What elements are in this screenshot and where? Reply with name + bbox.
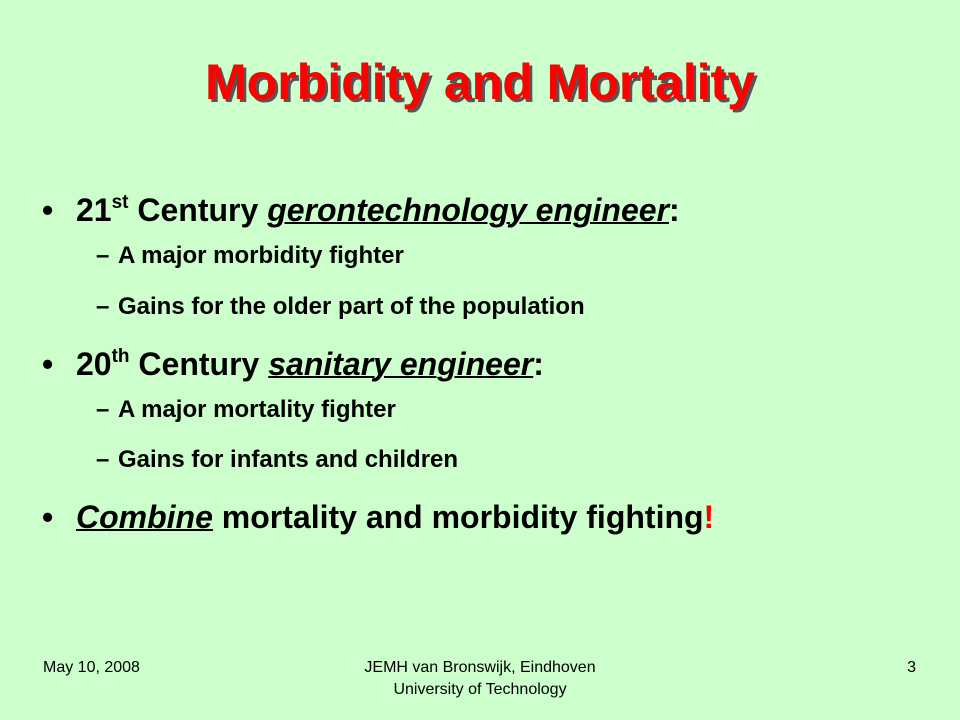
exclamation-mark: ! [703, 499, 715, 536]
engineer-role: sanitary engineer [268, 345, 534, 382]
footer-author-line2: University of Technology [393, 680, 567, 698]
colon: : [533, 345, 544, 382]
combine-text: mortality and morbidity fighting [212, 499, 704, 536]
century-label: Century [128, 192, 268, 228]
century-label: Century [129, 345, 269, 382]
sub-bullet-text: Gains for infants and children [118, 446, 459, 474]
bullet-combine [42, 497, 942, 537]
century-number: 21 [76, 192, 112, 228]
sub-bullet-text: Gains for the older part of the population [118, 292, 585, 320]
century-number: 20 [76, 345, 112, 382]
slide-content [42, 190, 942, 549]
engineer-role: gerontechnology engineer [267, 192, 670, 228]
bullet-21st-century [42, 190, 942, 230]
bullet-icon: • [42, 345, 54, 382]
sub-bullet [42, 446, 942, 475]
slide-number: 3 [907, 659, 916, 676]
dash-icon: – [96, 446, 110, 474]
footer-author-line1: JEMH van Bronswijk, Eindhoven [364, 659, 596, 676]
combine-emphasis: Combine [76, 499, 213, 536]
bullet-icon: • [42, 192, 54, 228]
bullet-20th-century [42, 344, 942, 384]
slide-title: Morbidity and Mortality [205, 54, 755, 110]
dash-icon: – [96, 242, 110, 269]
sub-bullet-text: A major mortality fighter [118, 395, 396, 423]
century-suffix: th [111, 345, 130, 367]
sub-bullet-text: A major morbidity fighter [118, 242, 404, 269]
dash-icon: – [96, 395, 110, 423]
footer-author [330, 657, 630, 700]
sub-bullet [42, 396, 942, 425]
footer-date: May 10, 2008 [43, 659, 140, 676]
dash-icon: – [96, 292, 110, 320]
bullet-icon: • [42, 499, 54, 536]
century-suffix: st [111, 192, 129, 213]
sub-bullet [42, 293, 942, 322]
colon: : [669, 192, 680, 228]
sub-bullet [42, 242, 942, 271]
